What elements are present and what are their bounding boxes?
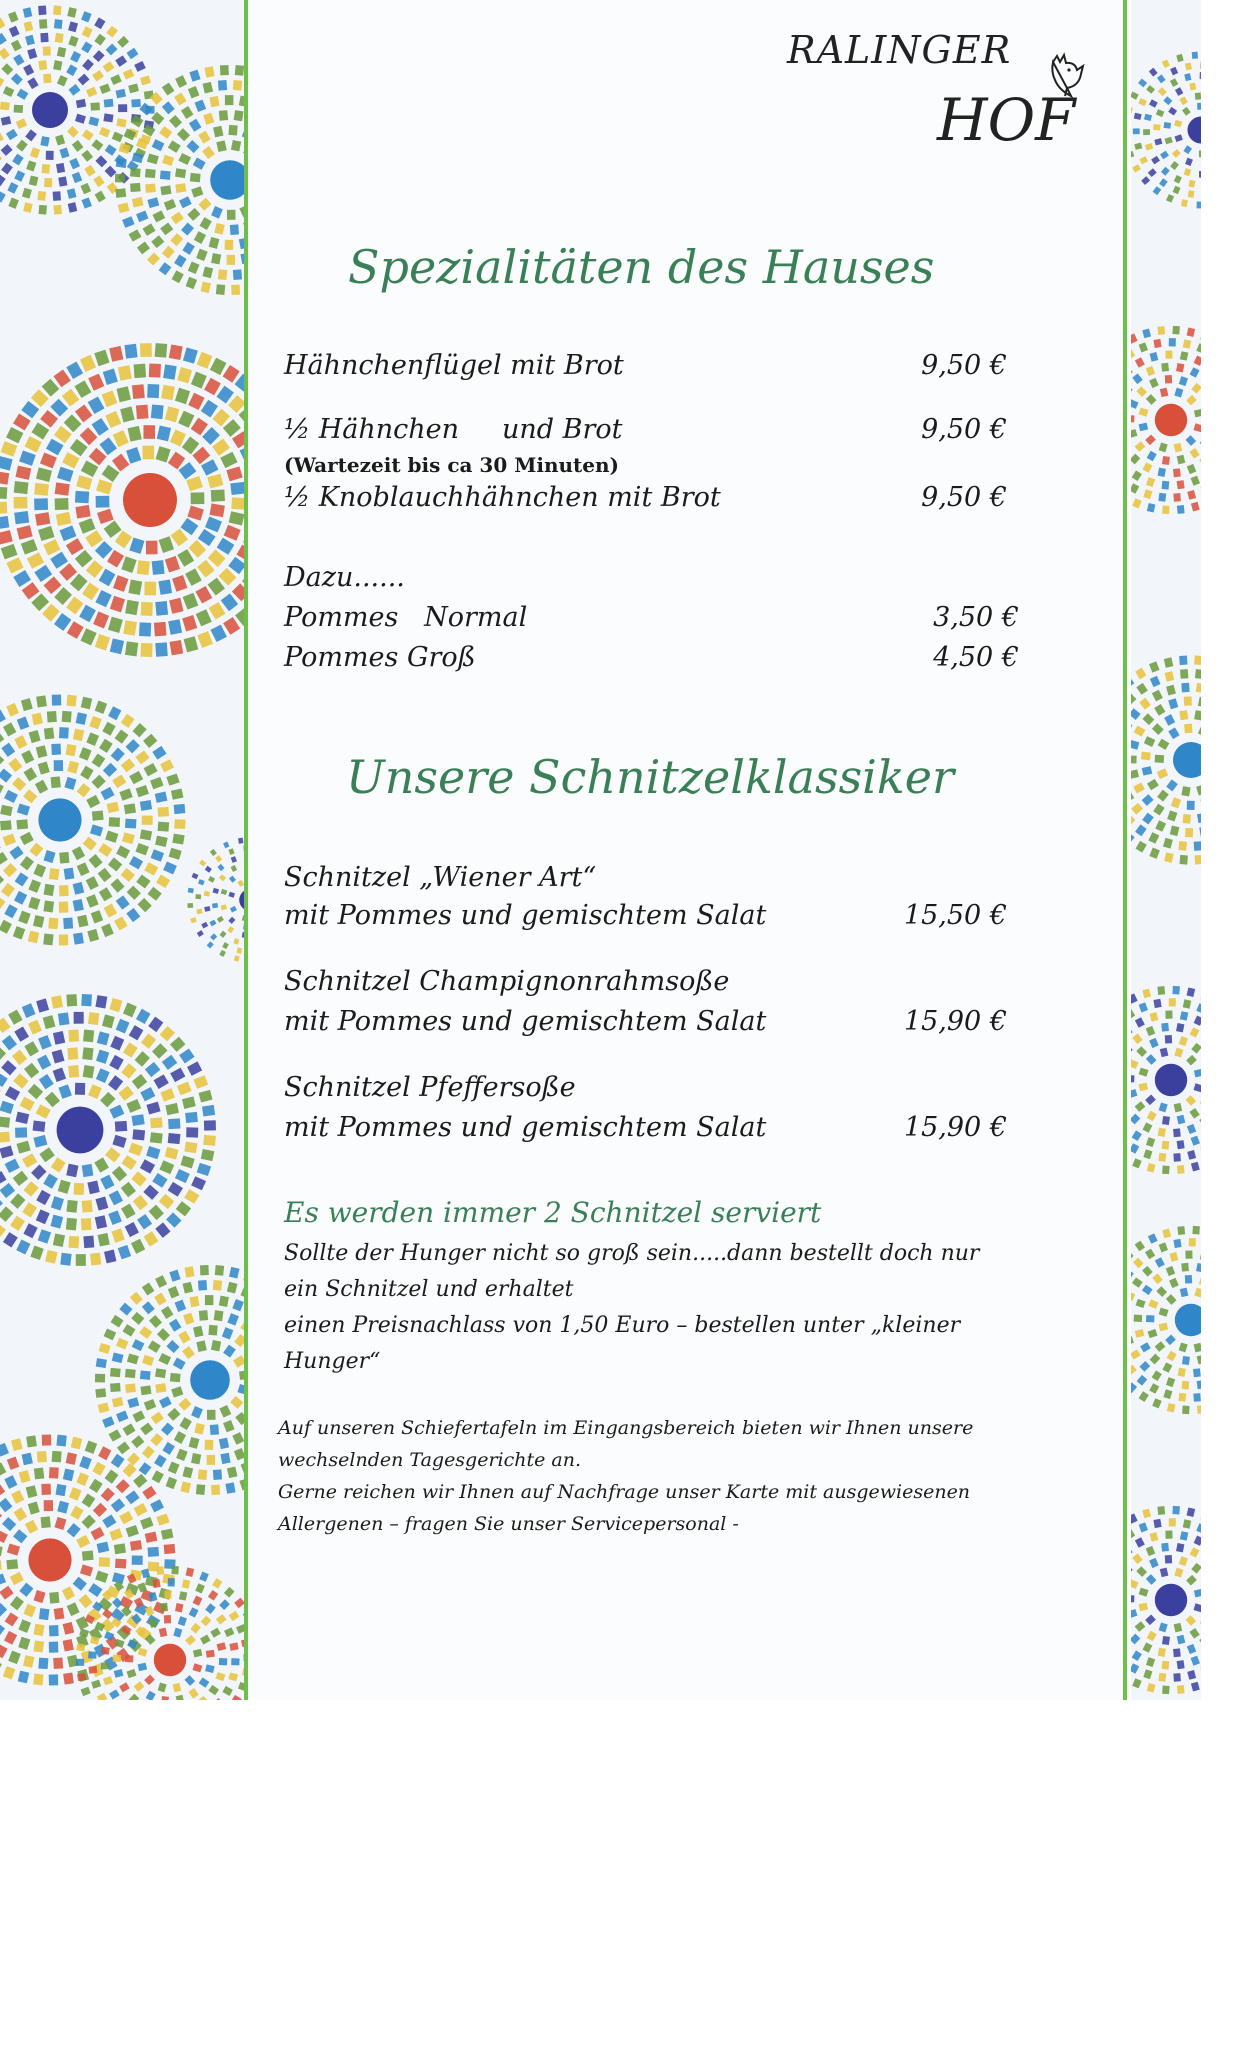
mosaic-rosette [1131,986,1201,1174]
notice-line: Hunger“ [284,1349,381,1374]
side-item-price: 3,50 € [933,602,1019,633]
logo-line-2: HOF [937,86,1076,154]
footer-line: wechselnden Tagesgerichte an. [278,1449,582,1471]
menu-page [248,0,1127,1700]
side-item [284,602,1019,633]
notice-line: einen Preisnachlass von 1,50 Euro – bestellen unter „kleiner [284,1313,961,1338]
schnitzel-desc: mit Pommes und gemischtem Salat [284,900,767,931]
mosaic-pattern-right [1131,0,1201,1700]
schnitzel-name [284,1072,1007,1103]
footer-line: Gerne reichen wir Ihnen auf Nachfrage unser Karte mit ausgewiesenen [278,1481,971,1503]
footer-line: Allergenen – fragen Sie unser Servicepersonal - [278,1513,739,1535]
mosaic-rosette [1131,1506,1201,1694]
schnitzel-price: 15,90 € [903,1112,1007,1143]
menu-item [284,350,1007,381]
mosaic-rosette [187,837,244,962]
menu-item-name: ½ Hähnchen und Brot [284,414,623,445]
left-mosaic-panel [0,0,244,1700]
logo-line-1: RALINGER [787,28,1012,72]
menu-item [284,482,1007,513]
mosaic-rosette [0,994,216,1266]
mosaic-rosette [1131,326,1201,514]
schnitzel-name-text: Schnitzel Pfeffersoße [284,1072,576,1103]
schnitzel-name-text: Schnitzel Champignonrahmsoße [284,966,730,997]
schnitzel-name [284,862,1007,893]
side-item [284,642,1019,673]
schnitzel-price: 15,90 € [903,1006,1007,1037]
mosaic-rosette [0,5,155,214]
mosaic-rosette [0,343,244,657]
wait-time-note: (Wartezeit bis ca 30 Minuten) [284,453,620,477]
schnitzel-name-text: Schnitzel „Wiener Art“ [284,862,597,893]
menu-item [284,414,1007,445]
menu-item-price: 9,50 € [921,414,1007,445]
sides-label-text: Dazu...... [284,562,405,593]
serving-notice-headline: Es werden immer 2 Schnitzel serviert [284,1196,822,1229]
mosaic-rosette [0,694,186,945]
mosaic-rosette [76,1566,244,1700]
mosaic-rosette [1131,52,1201,209]
schnitzel-desc: mit Pommes und gemischtem Salat [284,1112,767,1143]
schnitzel-name [284,966,1007,997]
schnitzel-desc-row [284,1112,1007,1143]
right-mosaic-panel [1131,0,1201,1700]
section-title-schnitzel: Unsere Schnitzelklassiker [346,750,954,804]
mosaic-pattern-left [0,0,244,1700]
footer-info [278,1412,1098,1540]
rooster-icon [1045,52,1087,100]
schnitzel-desc: mit Pommes und gemischtem Salat [284,1006,767,1037]
side-item-name: Pommes Normal [284,602,528,633]
notice-line: Sollte der Hunger nicht so groß sein.....dann bestellt doch nur [284,1241,980,1266]
sides-label [284,562,1007,593]
section-title-specialties: Spezialitäten des Hauses [348,240,935,294]
restaurant-logo [787,28,1087,158]
menu-item-name: Hähnchenflügel mit Brot [284,350,624,381]
mosaic-rosette [1131,655,1201,864]
menu-item-price: 9,50 € [921,482,1007,513]
schnitzel-desc-row [284,1006,1007,1037]
side-item-name: Pommes Groß [284,642,476,673]
schnitzel-desc-row [284,900,1007,931]
side-item-price: 4,50 € [933,642,1019,673]
serving-notice-text [284,1236,1084,1380]
mosaic-rosette [1131,1226,1201,1414]
schnitzel-price: 15,50 € [903,900,1007,931]
right-green-border [1123,0,1127,1700]
footer-line: Auf unseren Schiefertafeln im Eingangsbereich bieten wir Ihnen unsere [278,1417,974,1439]
mosaic-rosette [0,1434,176,1685]
menu-item-name: ½ Knoblauchhähnchen mit Brot [284,482,721,513]
menu-item-price: 9,50 € [921,350,1007,381]
notice-line: ein Schnitzel und erhaltet [284,1277,574,1302]
